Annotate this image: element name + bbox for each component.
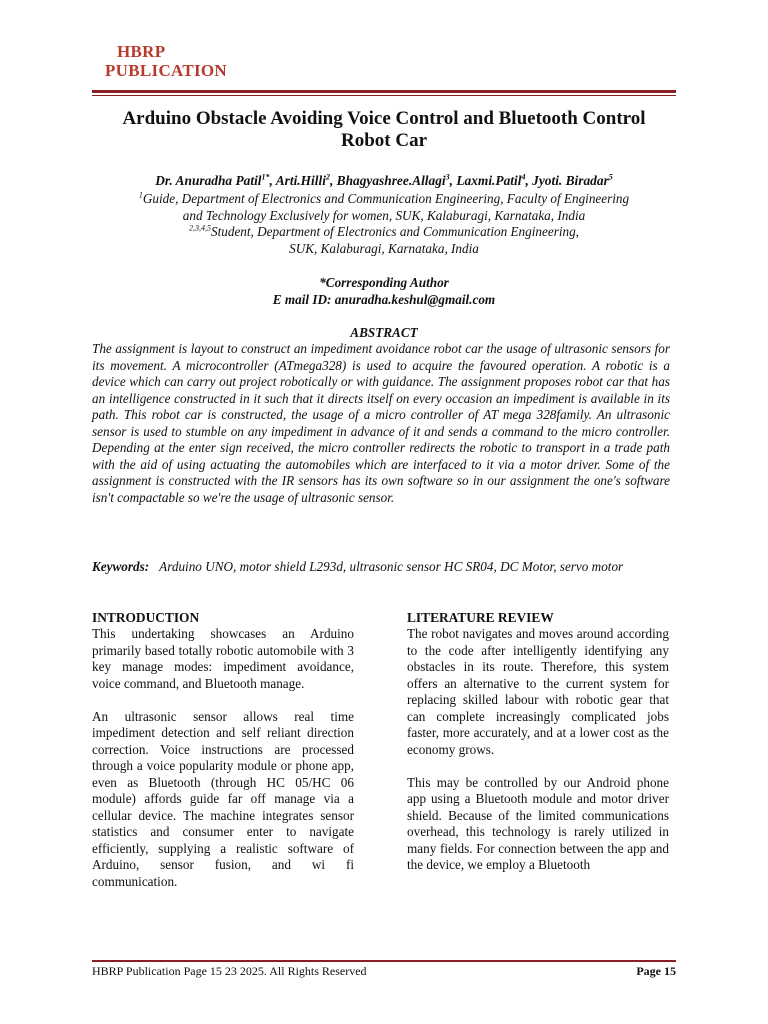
email: E mail ID: anuradha.keshul@gmail.com — [272, 291, 496, 307]
footer-rule — [92, 960, 676, 962]
affil-student-line-2: SUK, Kalaburagi, Karnataka, India — [289, 240, 479, 256]
abstract-heading: ABSTRACT — [350, 325, 418, 340]
literature-heading: LITERATURE REVIEW — [407, 610, 554, 625]
logo-line-2: PUBLICATION — [105, 61, 228, 80]
logo-line-1: HBRP — [117, 42, 166, 61]
title-line-2: Robot Car — [340, 130, 428, 151]
corresponding-block — [92, 275, 676, 308]
corresponding-author: *Corresponding Author — [319, 275, 449, 290]
footer-copyright: HBRP Publication Page 15 23 2025. All Rights Reserved — [92, 964, 367, 978]
paper-title — [92, 108, 676, 152]
author-1: Dr. Anuradha Patil — [155, 173, 262, 188]
introduction-heading: INTRODUCTION — [92, 610, 200, 625]
affil-student-line-1: Student, Department of Electronics and Communication Engineering, — [211, 224, 579, 239]
affiliation-guide — [92, 191, 676, 224]
introduction-paragraph-2: An ultrasonic sensor allows real time impediment detection and self reliant direction correction. Voice instructions are processed through a voice popularity module or phone app, even as Bluetooth (through HC 05/HC 06 module) affords guide far off manage via a cellular device. The machine integrates sensor statistics and consumer enter to navigate efficiently, supplying a realistic software of Arduino, sensor fusion, and wi fi communication. — [92, 708, 354, 889]
author-1-sup: 1* — [261, 172, 270, 182]
footer-page-number: Page 15 — [636, 964, 676, 978]
title-line-1: Arduino Obstacle Avoiding Voice Control and Bluetooth Control — [122, 108, 646, 129]
literature-paragraph-2: This may be controlled by our Android phone app using a Bluetooth module and motor driver shield. Because of the limited communications overhead, this technology is rarely utilized in many fields. For connection between the app and the device, we employ a Bluetooth — [407, 774, 669, 872]
header-rule — [92, 90, 676, 93]
affiliation-student — [92, 224, 676, 257]
affil-sup-1: 1 — [138, 190, 143, 200]
publisher-logo — [105, 42, 227, 80]
keywords-text: Arduino UNO, motor shield L293d, ultrasonic sensor HC SR04, DC Motor, servo motor — [159, 559, 624, 574]
literature-section — [407, 609, 669, 890]
keywords-label: Keywords: — [92, 559, 150, 574]
affil-guide-line-2: and Technology Exclusively for women, SUK, Kalaburagi, Karnataka, India — [182, 207, 586, 223]
literature-paragraph-1: The robot navigates and moves around according to the code after intelligently identifying any obstacles in its route. Therefore, this system offers an alternative to the current system for replacing skilled labour with robotic gear that can complete increasingly complicated jobs faster, more accurately, and at a lower cost as the economy grows. — [407, 626, 669, 757]
header-rule-thin — [92, 95, 676, 96]
introduction-section — [92, 609, 354, 907]
introduction-paragraph-1: This undertaking showcases an Arduino primarily based totally robotic automobile with 3 key manage modes: impediment avoidance, voice command, and Bluetooth manage. — [92, 626, 354, 691]
abstract-body: The assignment is layout to construct an impediment avoidance robot car the usage of ultrasonic sensors for its movement. A microcontroller (ATmega328) is used to acquire the favoured operation. A robotic is a device which can carry out project robotically or with guidance. The assignment proposes robot car that has an intelligence constructed in it such that it directs itself on every occasion an impediment is available in its path. This robot car is constructed, the usage of a micro controller of AT mega 328family. An ultrasonic sensor is used to stumble on any impediment in advance of it and sends a command to the micro controller. Depending at the enter sign received, the micro controller redirects the robotic to transport in a trade path with the aid of using actuating the automobiles which are interfaced to it via a motor driver. Some of the assignment is constructed with the IR sensors has its own software so in our assignment the one's software isn't compactable so we're the usage of ultrasonic sensor. — [92, 341, 670, 505]
affil-sup-2345: 2,3,4,5 — [189, 223, 211, 233]
affil-guide-line-1: Guide, Department of Electronics and Communication Engineering, Faculty of Engineering — [142, 191, 630, 206]
author-list: Dr. Anuradha Patil$^{1*}$, Arti.Hilli$^2$, Bhagyashree.Allagi$^3$, Laxmi.Patil$^4$, Jyoti. Biradar$^5$ — [155, 172, 613, 188]
keywords — [92, 559, 670, 576]
